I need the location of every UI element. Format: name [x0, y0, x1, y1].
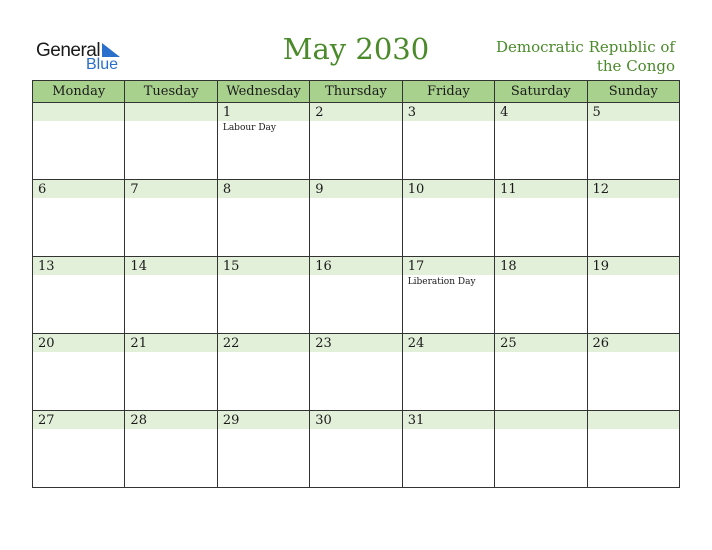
- day-cell[interactable]: [125, 334, 217, 411]
- weekday-header: Monday: [33, 81, 125, 103]
- day-cell-band: [125, 180, 216, 198]
- day-cell[interactable]: [402, 180, 494, 257]
- day-cell[interactable]: [587, 257, 679, 334]
- day-cell[interactable]: [495, 257, 587, 334]
- day-cell[interactable]: [33, 334, 125, 411]
- day-cell[interactable]: [217, 180, 309, 257]
- day-number: 30: [315, 413, 332, 428]
- day-cell[interactable]: [587, 334, 679, 411]
- day-number: 21: [130, 336, 147, 351]
- holiday-label: Liberation Day: [407, 277, 476, 287]
- day-number: 14: [130, 259, 147, 274]
- country-line-1: Democratic Republic of: [495, 38, 675, 56]
- day-cell[interactable]: [402, 257, 494, 334]
- day-cell[interactable]: [125, 257, 217, 334]
- day-number: 16: [315, 259, 332, 274]
- day-number: 3: [407, 105, 416, 120]
- day-cell[interactable]: [495, 411, 587, 488]
- week-row: [33, 334, 680, 411]
- weekday-header: Wednesday: [217, 81, 309, 103]
- day-cell[interactable]: [33, 257, 125, 334]
- day-cell[interactable]: [587, 411, 679, 488]
- week-row: [33, 257, 680, 334]
- day-number: 10: [407, 182, 425, 197]
- month-calendar: [32, 80, 680, 488]
- day-number: 24: [407, 336, 425, 351]
- holiday-label: Labour Day: [222, 123, 276, 133]
- week-row: [33, 180, 680, 257]
- day-number: 22: [222, 336, 240, 351]
- day-cell-band: [125, 103, 216, 121]
- logo-general-text: General: [36, 40, 101, 61]
- day-cell[interactable]: [217, 257, 309, 334]
- day-number: 27: [38, 413, 55, 428]
- week-row: [33, 103, 680, 180]
- day-number: 11: [500, 182, 517, 197]
- day-number: 2: [315, 105, 324, 120]
- day-number: 7: [130, 182, 139, 197]
- day-cell[interactable]: [310, 257, 402, 334]
- day-number: 18: [500, 259, 517, 274]
- week-row: [33, 411, 680, 488]
- day-cell[interactable]: [310, 411, 402, 488]
- day-number: 5: [592, 105, 601, 120]
- day-cell[interactable]: [217, 103, 309, 180]
- day-cell-band: [495, 103, 586, 121]
- day-number: 31: [407, 413, 425, 428]
- day-cell[interactable]: [125, 103, 217, 180]
- day-number: 26: [592, 336, 610, 351]
- day-cell[interactable]: [217, 334, 309, 411]
- day-cell-band: [218, 180, 309, 198]
- day-number: 17: [407, 259, 425, 274]
- day-cell[interactable]: [310, 180, 402, 257]
- country-line-2: the Congo: [596, 57, 675, 75]
- day-cell[interactable]: [310, 334, 402, 411]
- day-cell-band: [403, 103, 494, 121]
- day-number: 25: [500, 336, 517, 351]
- logo-blue-text: Blue: [86, 56, 119, 73]
- day-cell-band: [33, 103, 124, 121]
- day-cell-band: [310, 180, 401, 198]
- day-cell-band: [495, 411, 586, 429]
- day-cell-band: [310, 103, 401, 121]
- day-cell[interactable]: [587, 180, 679, 257]
- day-cell[interactable]: [402, 334, 494, 411]
- day-cell[interactable]: [495, 103, 587, 180]
- day-number: 28: [130, 413, 147, 428]
- weekday-header: Sunday: [587, 81, 679, 103]
- calendar-body: [33, 103, 680, 488]
- day-number: 1: [222, 105, 232, 120]
- day-number: 12: [592, 182, 610, 197]
- country-name: [475, 38, 675, 76]
- day-number: 23: [315, 336, 332, 351]
- day-number: 6: [38, 182, 47, 197]
- day-number: 13: [38, 259, 55, 274]
- day-cell[interactable]: [402, 103, 494, 180]
- day-number: 8: [222, 182, 232, 197]
- day-cell-band: [588, 411, 679, 429]
- day-cell-band: [588, 103, 679, 121]
- day-cell[interactable]: [310, 103, 402, 180]
- day-cell-band: [218, 103, 309, 121]
- weekday-header: Saturday: [495, 81, 587, 103]
- day-cell[interactable]: [125, 411, 217, 488]
- day-cell[interactable]: [495, 334, 587, 411]
- day-cell[interactable]: [125, 180, 217, 257]
- day-cell[interactable]: [217, 411, 309, 488]
- day-cell-band: [33, 180, 124, 198]
- calendar-title: May 2030: [282, 32, 430, 66]
- day-cell[interactable]: [495, 180, 587, 257]
- weekday-header: Tuesday: [125, 81, 217, 103]
- day-cell[interactable]: [33, 180, 125, 257]
- day-cell[interactable]: [402, 411, 494, 488]
- day-number: 4: [500, 105, 509, 120]
- weekday-header: Thursday: [310, 81, 402, 103]
- day-cell[interactable]: [33, 411, 125, 488]
- weekday-header-row: [33, 81, 680, 103]
- day-cell[interactable]: [587, 103, 679, 180]
- day-number: 15: [222, 259, 240, 274]
- day-cell[interactable]: [33, 103, 125, 180]
- day-number: 29: [222, 413, 240, 428]
- weekday-header: Friday: [402, 81, 494, 103]
- day-number: 20: [38, 336, 55, 351]
- day-number: 19: [592, 259, 610, 274]
- day-number: 9: [315, 182, 324, 197]
